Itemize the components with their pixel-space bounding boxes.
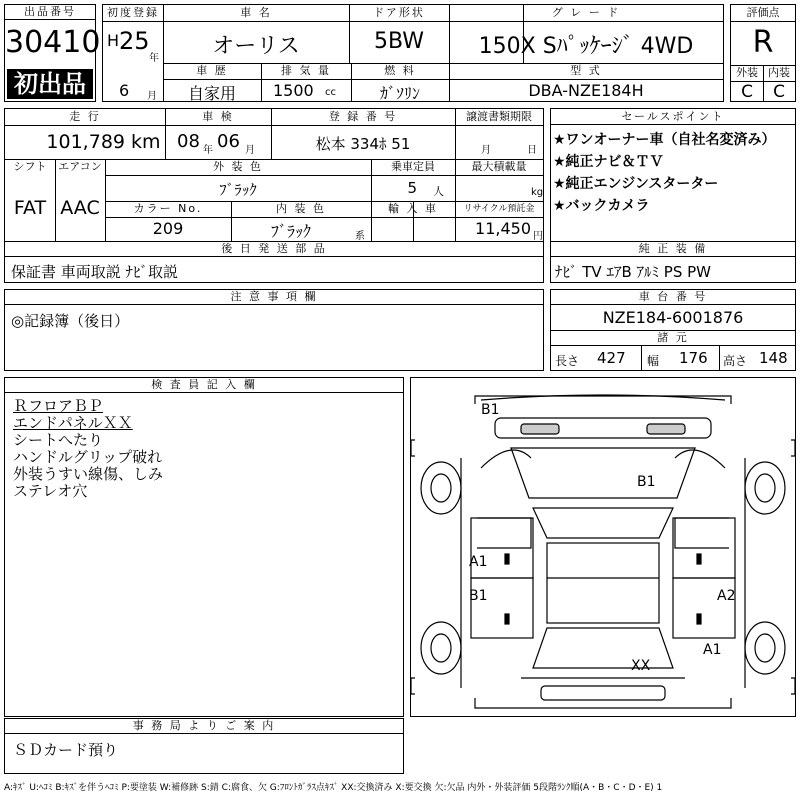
later-parts-box (4, 241, 544, 283)
office-label: 事 務 局 よ り ご 案 内 (5, 719, 403, 734)
capacity-unit: 人 (433, 185, 444, 198)
int-score: C (773, 82, 785, 102)
first-listing-badge: 初出品 (7, 69, 93, 99)
mileage-label: 走 行 (69, 110, 101, 123)
score-box (730, 4, 796, 102)
door-label: ドア形状 (373, 6, 425, 19)
ac-label: エアコン (58, 160, 102, 173)
width: 176 (679, 349, 708, 367)
legend-text: A:ｷｽﾞ U:ﾍｺﾐ B:ｷｽﾞを伴うﾍｺﾐ P:要塗装 W:補修跡 S:錆 C:腐食、欠 G:ﾌﾛﾝﾄｶﾞﾗｽ点ｷｽﾞ XX:交換済み X:要交換 欠:欠品 内外・外装評価 5段階ﾗﾝｸ順(A・B・C・D・E) 1 (4, 783, 663, 793)
air-conditioner: AAC (60, 197, 100, 219)
damage-mark: B1 (469, 588, 488, 604)
damage-mark: A1 (703, 642, 722, 658)
top-grid (102, 4, 724, 102)
damage-mark: B1 (637, 474, 656, 490)
sales-point: ★ワンオーナー車（自社名変済み） (553, 132, 776, 148)
inspection-month: 06 (217, 131, 240, 152)
recycle-label: リサイクル預託金 (463, 204, 535, 214)
width-label: 幅 (647, 354, 660, 368)
score-label: 評価点 (746, 6, 780, 19)
lot-label: 出品番号 (5, 5, 95, 20)
mileage: 101,789 (46, 131, 125, 153)
inspector-line: ハンドルグリップ破れ (13, 448, 163, 466)
displacement-unit: cc (325, 87, 336, 98)
shift: FAT (13, 197, 47, 219)
color-number: 209 (152, 219, 184, 238)
damage-mark: B1 (481, 402, 500, 418)
car-name: オーリス (212, 34, 300, 59)
notes-label: 注 意 事 項 欄 (5, 290, 543, 305)
month-unit: 月 (147, 91, 157, 102)
equipment-text: ﾅﾋﾞ TV ｴｱB ｱﾙﾐ PS PW (555, 263, 711, 281)
inspector-line: エンドパネルＸＸ (13, 414, 133, 432)
inspector-box (4, 377, 404, 717)
transfer-label: 譲渡書類期限 (466, 110, 532, 123)
inspector-line: ＲフロアＢＰ (13, 397, 104, 415)
length-label: 長さ (555, 354, 580, 368)
interior-color: ﾌﾞﾗｯｸ (270, 222, 311, 241)
chassis-box (550, 289, 796, 371)
displacement-label: 排 気 量 (281, 64, 331, 77)
notes-box (4, 289, 544, 371)
model: DBA-NZE184H (528, 81, 644, 100)
import-label: 輸 入 車 (388, 202, 438, 215)
equipment-box (550, 241, 796, 283)
ext-score: C (741, 82, 753, 102)
interior-color-suffix: 系 (355, 231, 365, 242)
sales-point: ★純正ナビ＆ＴＶ (553, 154, 664, 170)
displacement: 1500 (273, 81, 314, 100)
registration-label: 登 録 番 号 (328, 110, 398, 123)
color-no-label: カラー No. (133, 202, 203, 215)
length: 427 (597, 349, 626, 367)
load-label: 最大積載量 (471, 160, 527, 173)
damage-mark: XX (631, 658, 651, 674)
history-label: 車 歴 (196, 64, 228, 77)
hood-outline (511, 448, 695, 498)
office-box (4, 718, 404, 774)
inspector-line: シートへたり (13, 431, 104, 449)
capacity-label: 乗車定員 (391, 160, 435, 173)
transfer-month-unit: 月 (481, 145, 491, 156)
grade: 150X Sﾊﾟｯｹｰｼﾞ 4WD (478, 34, 694, 59)
height-label: 高さ (723, 354, 748, 368)
load-unit: kg (531, 187, 544, 198)
chassis-number: NZE184-6001876 (602, 308, 744, 327)
mileage-unit: km (131, 131, 161, 153)
first-reg-label: 初度登録 (107, 6, 159, 19)
recycle-unit: 円 (533, 231, 543, 242)
history: 自家用 (187, 84, 236, 103)
exterior-color-label: 外 装 色 (213, 160, 263, 173)
first-reg-year: 25 (119, 27, 150, 55)
first-reg-month: 6 (119, 81, 130, 100)
era: H (107, 31, 120, 50)
registration-number: 松本 334ﾎ 51 (315, 135, 411, 153)
int-label: 内装 (768, 66, 790, 79)
grade-label: グ レ ー ド (551, 6, 621, 19)
shift-label: シフト (13, 160, 47, 173)
fuel: ｶﾞｿﾘﾝ (379, 84, 420, 103)
later-parts-label: 後 日 発 送 部 品 (5, 242, 543, 257)
inspector-line: 外装うすい線傷、しみ (13, 465, 164, 483)
inspection-month-unit: 月 (245, 145, 255, 156)
model-label: 型 式 (570, 64, 602, 77)
year-unit: 年 (149, 53, 159, 64)
vehicle-info-grid (4, 108, 544, 242)
sales-points-label: セールスポイント (551, 110, 795, 125)
damage-mark: A2 (717, 588, 736, 604)
chassis-label: 車 台 番 号 (551, 290, 795, 305)
sales-point: ★バックカメラ (553, 198, 650, 214)
damage-mark: A1 (469, 554, 488, 570)
inspector-line: ステレオ穴 (13, 482, 88, 500)
later-parts-text: 保証書 車両取説 ﾅﾋﾞ取説 (11, 263, 179, 281)
transfer-day-unit: 日 (527, 145, 537, 156)
car-name-label: 車 名 (240, 6, 272, 19)
lot-number: 30410 (5, 25, 101, 60)
capacity: 5 (407, 179, 417, 197)
sales-points-box (550, 108, 796, 242)
damage-diagram-box (410, 377, 796, 717)
inspection-year-unit: 年 (203, 145, 213, 156)
inspection-year: 08 (177, 131, 200, 152)
sales-point: ★純正エンジンスターター (553, 176, 719, 192)
dims-label: 諸 元 (551, 330, 795, 346)
equipment-label: 純 正 装 備 (551, 242, 795, 257)
notes-text: ◎記録簿（後日） (11, 312, 130, 330)
ext-label: 外装 (736, 66, 758, 79)
recycle-fee: 11,450 (475, 219, 531, 238)
inspector-label: 検 査 員 記 入 欄 (5, 378, 403, 393)
door-type: 5BW (373, 29, 425, 54)
fuel-label: 燃 料 (384, 64, 416, 77)
office-text: ＳＤカード預り (13, 741, 119, 759)
lot-box (4, 4, 101, 102)
height: 148 (759, 349, 788, 367)
interior-color-label: 内 装 色 (276, 202, 326, 215)
car-diagram (411, 378, 795, 716)
exterior-color: ﾌﾞﾗｯｸ (219, 181, 257, 199)
score: R (752, 25, 774, 60)
inspection-label: 車 検 (202, 110, 234, 123)
